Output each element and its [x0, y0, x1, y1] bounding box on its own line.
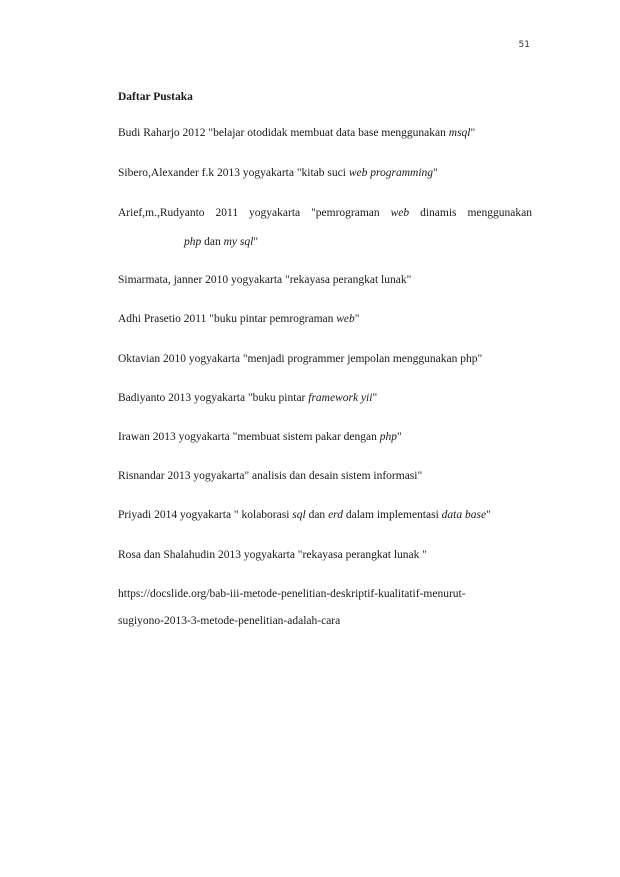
page-number: 51 [518, 40, 530, 50]
ref-word: 2011 [215, 207, 239, 219]
ref-text: Simarmata, janner 2010 yogyakarta "rekayasa perangkat lunak" [118, 274, 412, 286]
ref-italic: web programming [348, 167, 434, 179]
ref-italic: erd [328, 509, 343, 521]
ref-word: dinamis [420, 207, 457, 219]
ref-italic: data base [441, 509, 487, 521]
ref-text: " [397, 431, 402, 443]
ref-text: Irawan 2013 yogyakarta "membuat sistem pakar dengan [118, 431, 380, 443]
reference-item [118, 393, 377, 405]
ref-italic: msql [448, 127, 471, 139]
ref-text: dalam implementasi [342, 509, 442, 521]
ref-text: Rosa dan Shalahudin 2013 yogyakarta "rekayasa perangkat lunak " [118, 549, 427, 561]
ref-word: "pemrograman [311, 207, 380, 219]
reference-item [118, 354, 482, 366]
ref-italic: sql [292, 509, 306, 521]
ref-text: " [253, 236, 259, 248]
ref-text: Adhi Prasetio 2011 "buku pintar pemrograman [118, 313, 337, 325]
ref-text: " [372, 392, 378, 404]
ref-italic: my sql [223, 236, 254, 248]
reference-item [118, 432, 402, 444]
ref-text: Priyadi 2014 yogyakarta " kolaborasi [118, 509, 293, 521]
ref-url-line: https://docslide.org/bab-iii-metode-penelitian-deskriptif-kualitatif-menurut- [118, 588, 466, 600]
ref-text: Sibero,Alexander f.k 2013 yogyakarta "kitab suci [118, 167, 349, 179]
ref-word: Arief,m.,Rudyanto [118, 207, 205, 219]
reference-item [118, 471, 422, 483]
page-title: Daftar Pustaka [118, 91, 193, 103]
ref-text: dan [201, 236, 224, 248]
ref-italic: php [379, 431, 398, 443]
ref-italic: web [390, 207, 410, 219]
ref-text: " [354, 313, 360, 325]
ref-text: Risnandar 2013 yogyakarta" analisis dan desain sistem informasi" [118, 470, 423, 482]
ref-text: Oktavian 2010 yogyakarta "menjadi programmer jempolan menggunakan php" [118, 353, 483, 365]
reference-item [118, 168, 438, 180]
reference-item [118, 314, 360, 326]
ref-italic: web [336, 313, 355, 325]
ref-text: Budi Raharjo 2012 "belajar otodidak membuat data base menggunakan [118, 127, 449, 139]
ref-word: menggunakan [467, 207, 532, 219]
ref-text: Badiyanto 2013 yogyakarta "buku pintar [118, 392, 309, 404]
ref-word: yogyakarta [249, 207, 301, 219]
reference-item [118, 589, 466, 601]
reference-continuation [118, 616, 340, 628]
reference-item [118, 128, 475, 140]
ref-text: dan [305, 509, 329, 521]
reference-item [118, 550, 427, 562]
ref-text: " [470, 127, 476, 139]
ref-text: " [433, 167, 438, 179]
ref-italic: framework yii [308, 392, 373, 404]
reference-item [118, 275, 411, 287]
reference-item [118, 510, 491, 522]
ref-url-line: sugiyono-2013-3-metode-penelitian-adalah-cara [118, 615, 341, 627]
reference-continuation [184, 236, 258, 248]
reference-item [118, 207, 532, 219]
ref-italic: php [184, 236, 202, 248]
ref-text: " [486, 509, 491, 521]
